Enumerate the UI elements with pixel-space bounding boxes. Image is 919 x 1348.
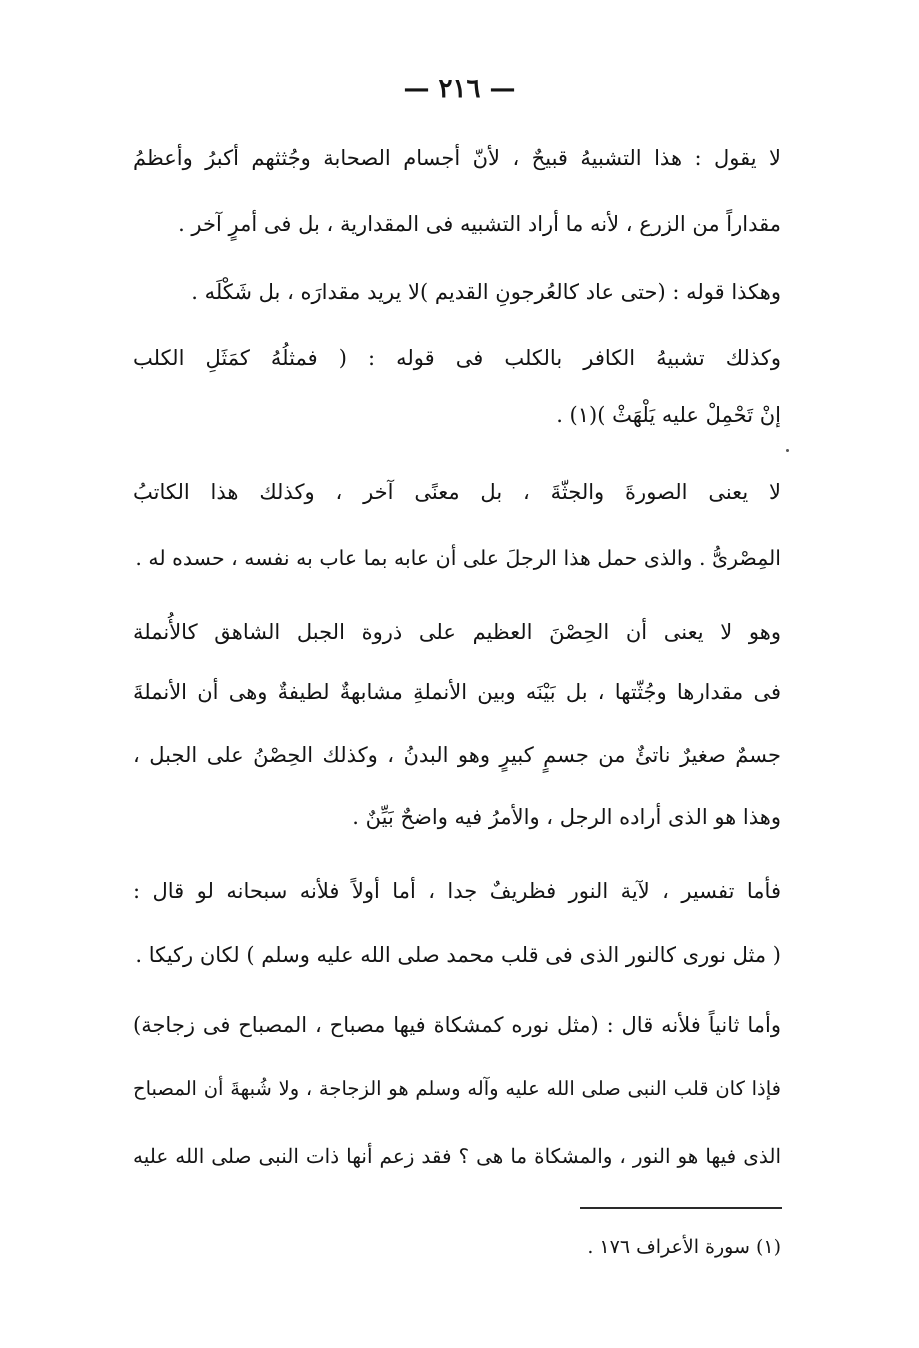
text-line: فأما تفسير ، لآية النور فظريفٌ جدا ، أما أولاً فلأنه سبحانه لو قال : bbox=[133, 879, 781, 903]
footnote: (١) سورة الأعراف ١٧٦ . bbox=[587, 1236, 781, 1258]
text-line: وهكذا قوله : (حتى عاد كالعُرجونِ القديم )لا يريد مقدارَه ، بل شَكْلَه . bbox=[191, 280, 781, 304]
text-line: الذى فيها هو النور ، والمشكاة ما هى ؟ فقد زعم أنها ذات النبى صلى الله عليه bbox=[133, 1144, 781, 1168]
text-line: فإذا كان قلب النبى صلى الله عليه وآله وسلم هو الزجاجة ، ولا شُبهةَ أن المصباح bbox=[133, 1077, 781, 1100]
text-line: ( مثل نورى كالنور الذى فى قلب محمد صلى الله عليه وسلم ) لكان ركيكا . bbox=[135, 943, 781, 967]
text-line: وأما ثانياً فلأنه قال : (مثل نوره كمشكاة فيها مصباح ، المصباح فى زجاجة) bbox=[133, 1013, 781, 1037]
text-line: لا يعنى الصورةَ والجثّةَ ، بل معنًى آخر ، وكذلك هذا الكاتبُ bbox=[133, 480, 781, 504]
text-line: جسمٌ صغيرٌ ناتئٌ من جسمٍ كبيرٍ وهو البدنُ ، وكذلك الحِصْنُ على الجبل ، bbox=[133, 743, 781, 767]
text-line: وكذلك تشبيهُ الكافر بالكلب فى قوله : ( فمثلُهُ كمَثَلِ الكلب bbox=[133, 346, 781, 370]
text-line: وهو لا يعنى أن الحِصْنَ العظيم على ذروة الجبل الشاهق كالأُنملة bbox=[133, 620, 781, 644]
text-line: فى مقدارها وجُثّتها ، بل بَيْنَه وبين الأنملةِ مشابهةٌ لطيفةٌ وهى أن الأنملةَ bbox=[133, 680, 781, 704]
page-number: — ٢١٦ — bbox=[403, 74, 516, 104]
scan-speck bbox=[786, 449, 789, 452]
text-line: المِصْرىُّ . والذى حمل هذا الرجلَ على أن عابه بما عاب به نفسه ، حسده له . bbox=[135, 546, 781, 570]
text-line: وهذا هو الذى أراده الرجل ، والأمرُ فيه واضحٌ بَيِّنٌ . bbox=[352, 805, 781, 829]
footnote-divider bbox=[580, 1207, 782, 1209]
text-line: مقداراً من الزرع ، لأنه ما أراد التشبيه فى المقدارية ، بل فى أمرٍ آخر . bbox=[178, 212, 781, 236]
text-line: إنْ تَحْمِلْ عليه يَلْهَثْ )(١) . bbox=[556, 403, 781, 427]
text-line: لا يقول : هذا التشبيهُ قبيحٌ ، لأنّ أجسام الصحابة وجُثثهم أكبرُ وأعظمُ bbox=[133, 146, 781, 170]
